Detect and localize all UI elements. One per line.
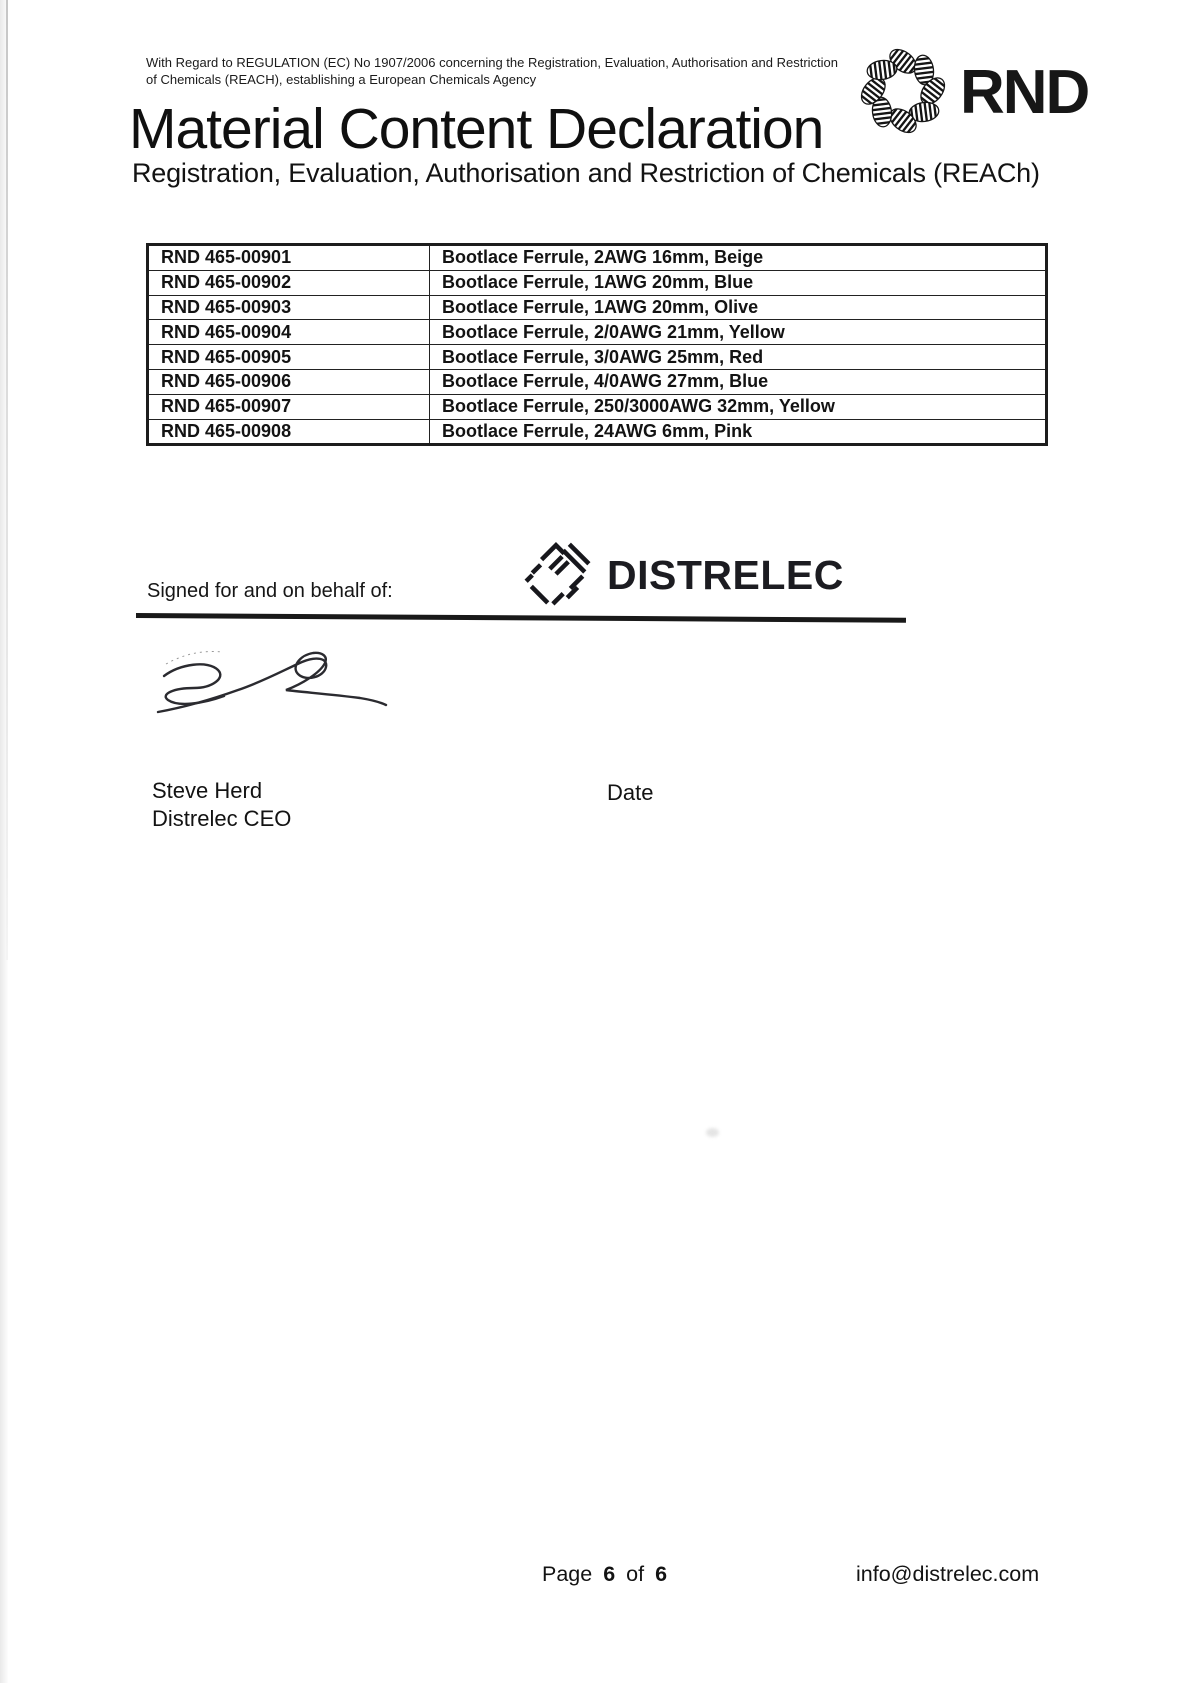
part-number-cell: RND 465-00901 [148, 245, 430, 271]
table-row [148, 270, 1047, 295]
part-number-cell: RND 465-00907 [148, 394, 430, 419]
page-number: 6 [603, 1562, 616, 1586]
page-subtitle: Registration, Evaluation, Authorisation and Restriction of Chemicals (REACh) [132, 158, 1040, 188]
description-cell: Bootlace Ferrule, 2AWG 16mm, Beige [430, 245, 1047, 271]
signer-title: Distrelec CEO [152, 806, 292, 831]
description-cell: Bootlace Ferrule, 24AWG 6mm, Pink [430, 419, 1047, 445]
description-cell: Bootlace Ferrule, 1AWG 20mm, Blue [430, 270, 1047, 295]
rnd-knot-logo-icon [858, 46, 948, 136]
table-row [148, 320, 1047, 345]
of-word: of [626, 1562, 645, 1586]
table-row [148, 295, 1047, 320]
description-cell: Bootlace Ferrule, 4/0AWG 27mm, Blue [430, 369, 1047, 394]
regulation-note [146, 55, 838, 88]
signer-name: Steve Herd [152, 778, 263, 803]
scan-line-artifact [6, 0, 8, 960]
parts-table-body [148, 245, 1047, 445]
distrelec-logo-text: DISTRELEC [607, 552, 844, 598]
page-title: Material Content Declaration [129, 97, 824, 161]
parts-table [146, 243, 1048, 446]
rnd-logo [858, 46, 1088, 136]
page-indicator [542, 1562, 672, 1587]
page-total: 6 [655, 1562, 668, 1586]
part-number-cell: RND 465-00904 [148, 320, 430, 345]
regulation-note-line2: of Chemicals (REACH), establishing a European Chemicals Agency [146, 71, 537, 87]
part-number-cell: RND 465-00902 [148, 270, 430, 295]
description-cell: Bootlace Ferrule, 250/3000AWG 32mm, Yellow [430, 394, 1047, 419]
part-number-cell: RND 465-00908 [148, 419, 430, 445]
table-row [148, 345, 1047, 370]
page-word: Page [542, 1562, 593, 1586]
table-row [148, 245, 1047, 271]
part-number-cell: RND 465-00905 [148, 345, 430, 370]
regulation-note-line1: With Regard to REGULATION (EC) No 1907/2006 concerning the Registration, Evaluation, Authorisation and Restriction [146, 55, 838, 70]
description-cell: Bootlace Ferrule, 1AWG 20mm, Olive [430, 295, 1047, 320]
signed-for-label: Signed for and on behalf of: [147, 580, 393, 602]
description-cell: Bootlace Ferrule, 2/0AWG 21mm, Yellow [430, 320, 1047, 345]
table-row [148, 369, 1047, 394]
signature-rule [136, 613, 906, 623]
table-row [148, 419, 1047, 445]
distrelec-logo-icon [521, 537, 593, 607]
table-row [148, 394, 1047, 419]
description-cell: Bootlace Ferrule, 3/0AWG 25mm, Red [430, 345, 1047, 370]
date-label: Date [607, 780, 654, 805]
scan-smudge-artifact [706, 1128, 719, 1137]
contact-email: info@distrelec.com [856, 1562, 1040, 1586]
part-number-cell: RND 465-00903 [148, 295, 430, 320]
part-number-cell: RND 465-00906 [148, 369, 430, 394]
rnd-logo-text: RND [960, 58, 1089, 127]
signature [150, 642, 400, 742]
